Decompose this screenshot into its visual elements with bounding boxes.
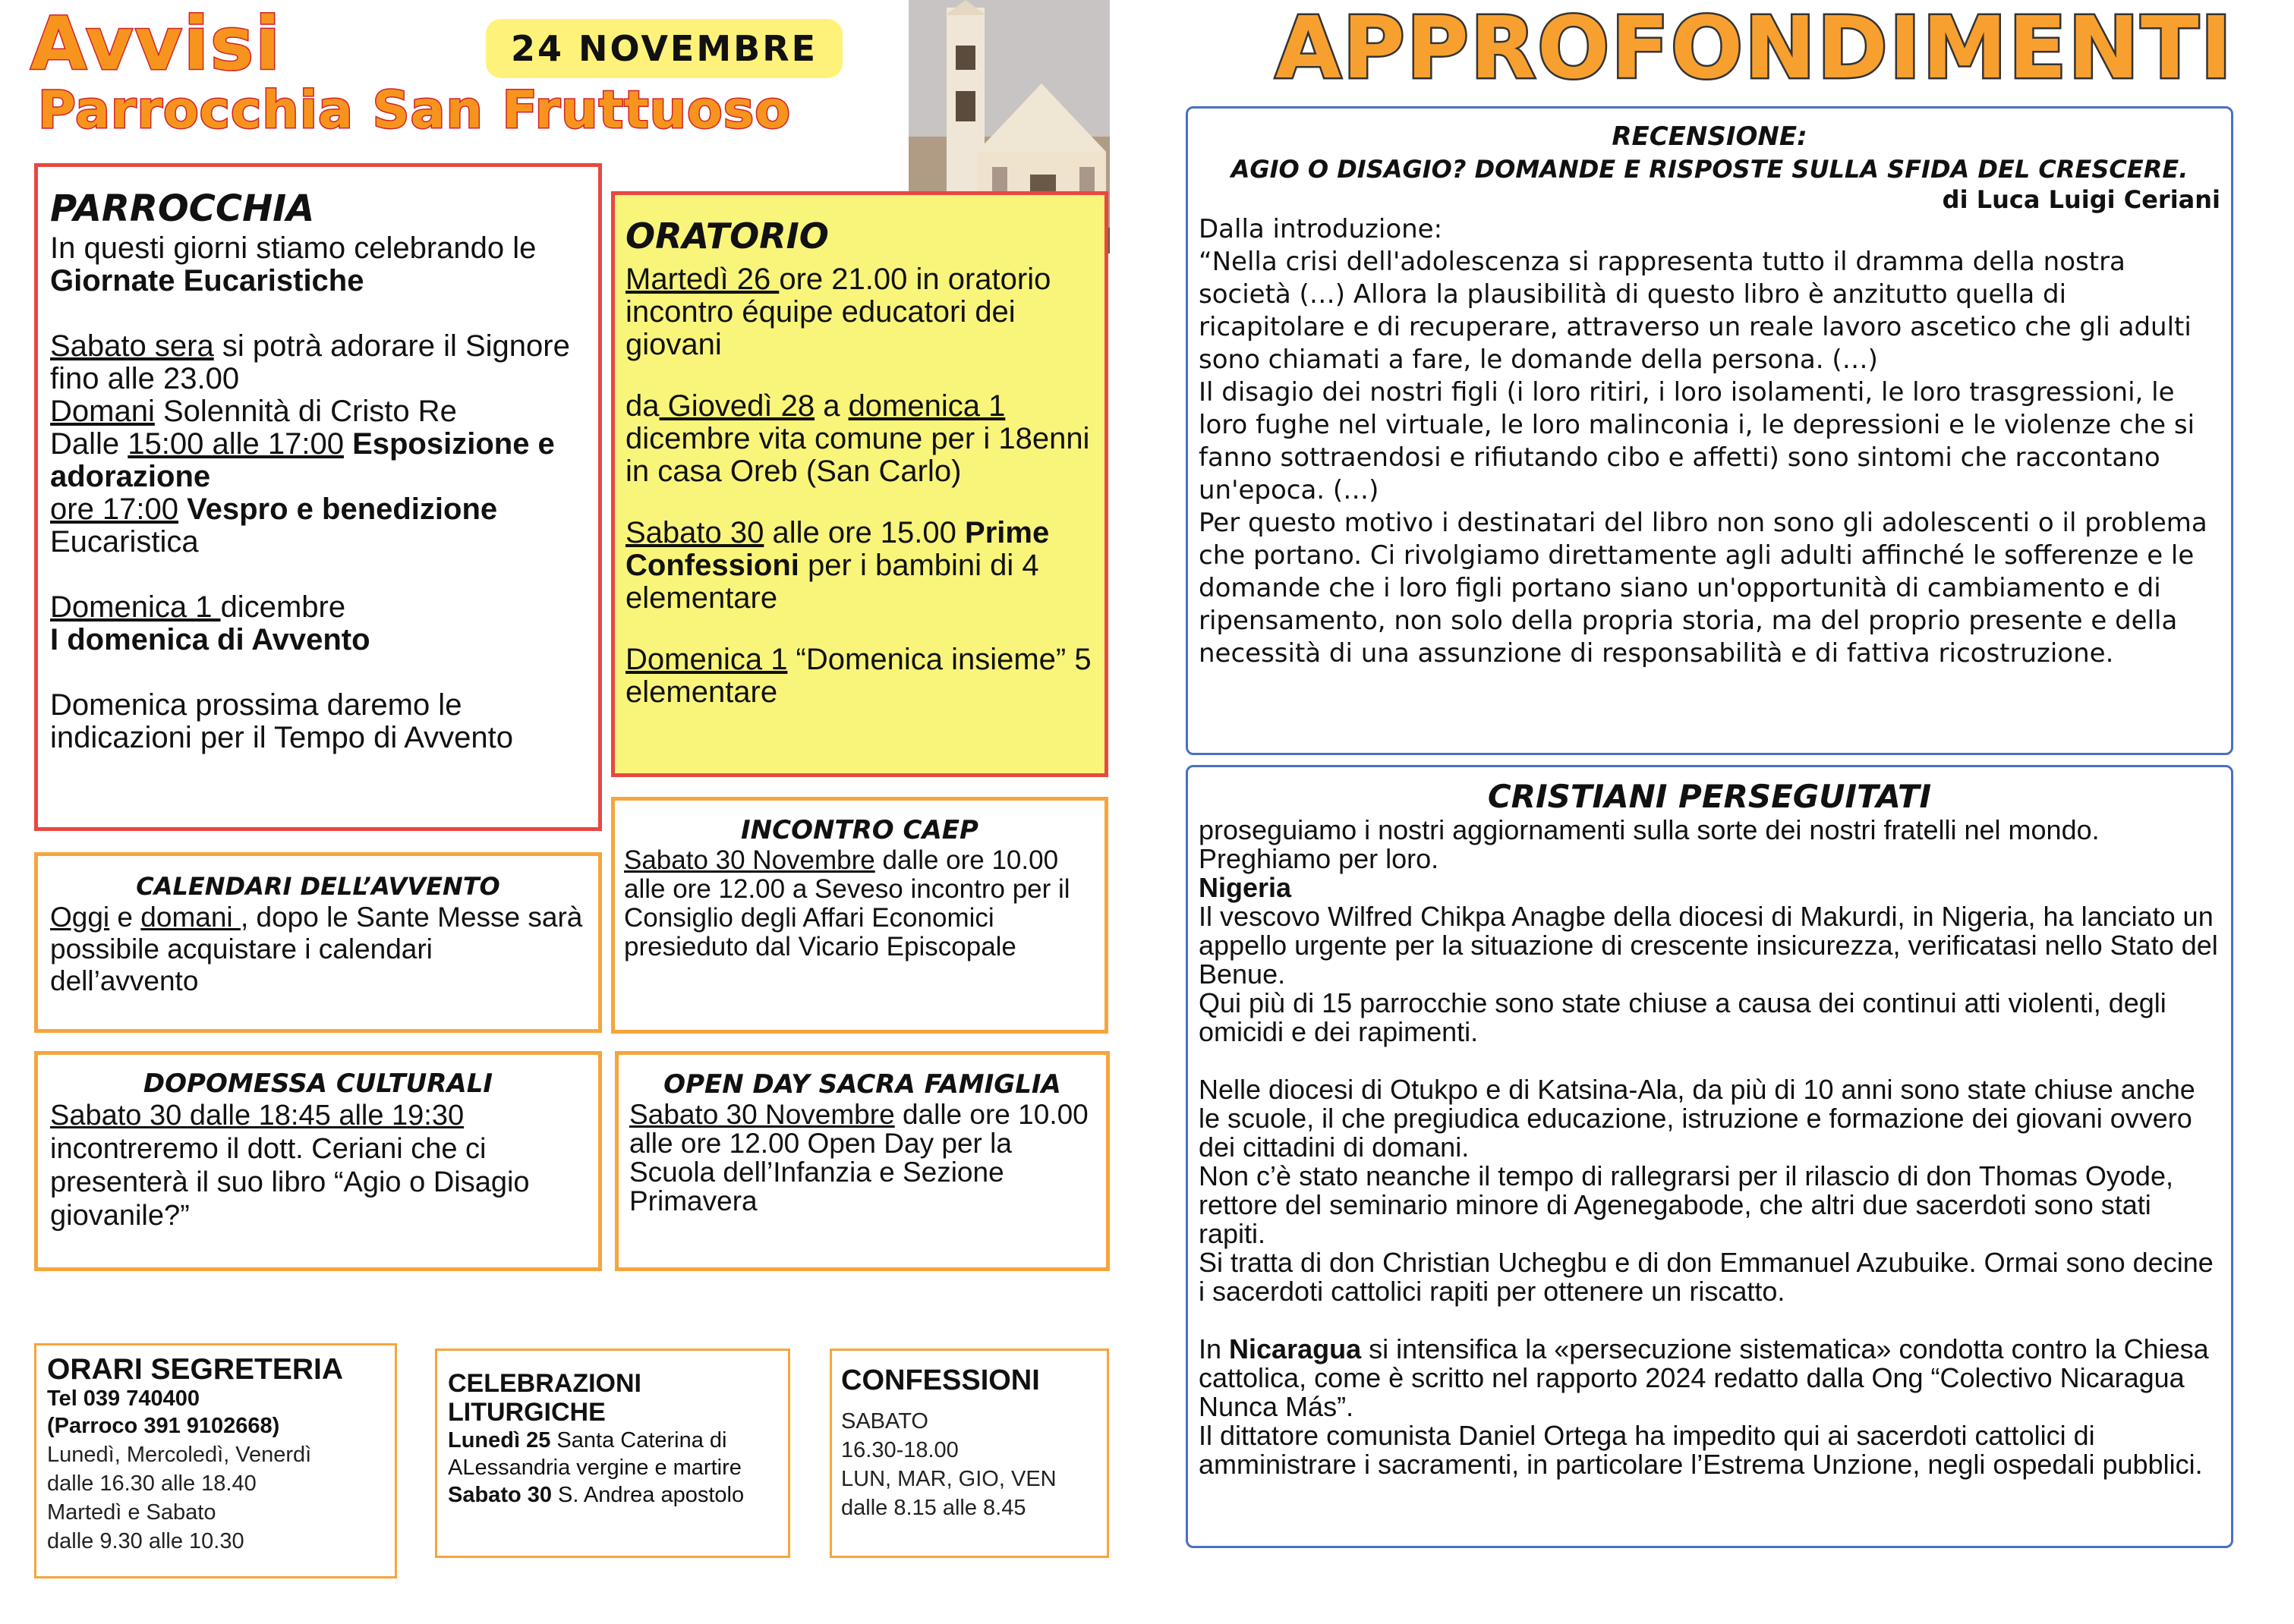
oratorio-p1: Martedì 26 ore 21.00 in oratorio incontro équipe educatori dei giovani	[625, 263, 1051, 361]
calendari-title: CALENDARI DELL’AVVENTO	[136, 872, 500, 901]
openday-text: Sabato 30 Novembre dalle ore 10.00 alle ore 12.00 Open Day per la Scuola dell’Infanzia e Sezione Primavera	[629, 1099, 1089, 1216]
caep-title: INCONTRO CAEP	[741, 815, 978, 845]
confessioni-title: CONFESSIONI	[841, 1364, 1040, 1396]
dopomessa-title: DOPOMESSA CULTURALI	[143, 1069, 493, 1099]
parrocchia-box	[34, 163, 602, 831]
celebrazioni-l2: Sabato 30 S. Andrea apostolo	[448, 1483, 745, 1507]
segreteria-box	[34, 1343, 397, 1578]
cristiani-p1: proseguiamo i nostri aggiornamenti sulla sorte dei nostri fratelli nel mondo. Preghiamo per loro.	[1199, 814, 2100, 874]
date-badge: 24 NOVEMBRE	[486, 19, 843, 78]
parrocchia-l4: Domani Solennità di Cristo Re	[50, 395, 457, 428]
caep-box	[611, 797, 1108, 1034]
segreteria-title: ORARI SEGRETERIA	[47, 1353, 344, 1386]
cristiani-p7: In Nicaragua si intensifica la «persecuzione sistematica» condotta contro la Chiesa cattolica, come è scritto nel rapporto 2024 redatto dalla Ong “Colectivo Nicaragua Nunca Más”.	[1199, 1333, 2209, 1422]
confessioni-box	[830, 1349, 1109, 1558]
cristiani-p4: Nelle diocesi di Otukpo e di Katsina-Ala, da più di 10 anni sono state chiuse anche le scuole, il che pregiudica educazione, istruzione e formazione dei giovani ovvero dei cittadini di domani.	[1199, 1074, 2195, 1163]
celebrazioni-l1: Lunedì 25 Santa Caterina di ALessandria vergine e martire	[448, 1428, 742, 1480]
parish-name: Parrocchia San Fruttuoso	[38, 80, 791, 140]
recensione-author: di Luca Luigi Ceriani	[1942, 185, 2220, 214]
cristiani-box	[1186, 765, 2233, 1548]
recensione-box	[1186, 106, 2233, 755]
oratorio-title: ORATORIO	[625, 216, 829, 257]
confessioni-l3: LUN, MAR, GIO, VEN	[841, 1467, 1057, 1491]
segreteria-parroco: (Parroco 391 9102668)	[47, 1414, 280, 1438]
confessioni-l2: 16.30-18.00	[841, 1438, 959, 1462]
oratorio-p4: Domenica 1 “Domenica insieme” 5 elementare	[625, 643, 1092, 709]
celebrazioni-title: CELEBRAZIONI LITURGICHE	[448, 1369, 641, 1427]
openday-box	[615, 1051, 1110, 1271]
parrocchia-l7: Domenica 1 dicembre	[50, 590, 346, 624]
recensione-body4: Per questo motivo i destinatari del libro non sono gli adolescenti o il problema che portano. Ci rivolgiamo direttamente agli adulti affinché le sofferenze e le domande che i loro figli portano siano un'opportunità di cambiamento e di ripensamento, non solo della propria storia, ma del proprio presente e della necessità di una assunzione di responsabilità e di fattiva ricostruzione.	[1199, 508, 2207, 669]
confessioni-l1: SABATO	[841, 1409, 928, 1434]
confessioni-l4: dalle 8.15 alle 8.45	[841, 1496, 1026, 1520]
oratorio-p2: da Giovedì 28 a domenica 1 dicembre vita comune per i 18enni in casa Oreb (San Carlo)	[625, 389, 1090, 488]
parrocchia-l6c: Eucaristica	[50, 525, 199, 559]
parrocchia-l6: ore 17:00 Vespro e benedizione	[50, 493, 498, 526]
dopomessa-text: Sabato 30 dalle 18:45 alle 19:30 incontreremo il dott. Ceriani che ci presenterà il suo libro “Agio o Disagio giovanile?”	[50, 1100, 530, 1232]
parrocchia-l9: Domenica prossima daremo le indicazioni per il Tempo di Avvento	[50, 688, 513, 754]
recensione-body3: Il disagio dei nostri figli (i loro ritiri, i loro isolamenti, le loro trasgressioni, le loro fughe nel virtuale, le loro malinconia i, le depressioni e le violenze che si fanno sottraendosi e rifiutando cibo e affetti) sono sintomi che raccontano un'epoca. (…)	[1199, 377, 2195, 505]
recensione-body2: “Nella crisi dell'adolescenza si rappresenta tutto il dramma della nostra società (…) Allora la plausibilità di questo libro è anzitutto quella di ricapitolare e di recuperare, attraverso un reale lavoro ascetico che gli adulti sono chiamati a fare, le domande della persona. (…)	[1199, 247, 2192, 375]
parrocchia-l3: Sabato sera si potrà adorare il Signore fino alle 23.00	[50, 329, 570, 395]
calendari-box	[34, 852, 602, 1033]
openday-title: OPEN DAY SACRA FAMIGLIA	[663, 1069, 1061, 1100]
cristiani-p8: Il dittatore comunista Daniel Ortega ha impedito qui ai sacerdoti cattolici di amministrare i sacramenti, in particolare l’Estrema Unzione, negli ospedali pubblici.	[1199, 1420, 2203, 1480]
parrocchia-l2: Giornate Eucaristiche	[50, 264, 364, 297]
parrocchia-l1: In questi giorni stiamo celebrando le	[50, 231, 537, 265]
cristiani-p2: Il vescovo Wilfred Chikpa Anagbe della diocesi di Makurdi, in Nigeria, ha lanciato un appello urgente per la situazione di crescente insicurezza, verificatasi nello Stato del Benue.	[1199, 901, 2218, 990]
segreteria-l1: Lunedì, Mercoledì, Venerdì	[47, 1443, 312, 1467]
recensione-title2: AGIO O DISAGIO? DOMANDE E RISPOSTE SULLA SFIDA DEL CRESCERE.	[1231, 155, 2188, 184]
segreteria-tel: Tel 039 740400	[47, 1386, 200, 1411]
segreteria-l3: Martedì e Sabato	[47, 1500, 216, 1525]
segreteria-l2: dalle 16.30 alle 18.40	[47, 1471, 257, 1496]
cristiani-p6: Si tratta di don Christian Uchegbu e di don Emmanuel Azubuike. Ormai sono decine i sacerdoti cattolici rapiti per ottenere un riscatto.	[1199, 1247, 2214, 1307]
recensione-body1: Dalla introduzione:	[1199, 214, 1443, 244]
cristiani-p5: Non c’è stato neanche il tempo di rallegrarsi per il rilascio di don Thomas Oyode, rettore del seminario minore di Agenegabode, che altri due sacerdoti sono stati rapiti.	[1199, 1160, 2173, 1249]
avvisi-title: Avvisi	[30, 2, 282, 87]
segreteria-l4: dalle 9.30 alle 10.30	[47, 1529, 244, 1553]
cristiani-nigeria: Nigeria	[1199, 872, 1292, 903]
oratorio-box	[611, 191, 1108, 777]
cristiani-title: CRISTIANI PERSEGUITATI	[1487, 778, 1932, 815]
dopomessa-box	[34, 1051, 602, 1271]
parrocchia-l5: Dalle 15:00 alle 17:00 Esposizione e adorazione	[50, 427, 555, 493]
cristiani-p3: Qui più di 15 parrocchie sono state chiuse a causa dei continui atti violenti, degli omicidi e dei rapimenti.	[1199, 987, 2166, 1047]
celebrazioni-box	[435, 1349, 790, 1558]
oratorio-p3: Sabato 30 alle ore 15.00 Prime Confessioni per i bambini di 4 elementare	[625, 516, 1050, 615]
parrocchia-l8: I domenica di Avvento	[50, 623, 370, 656]
approfondimenti-title: APPROFONDIMENTI	[1275, 0, 2234, 98]
parrocchia-title: PARROCCHIA	[50, 187, 315, 230]
caep-text: Sabato 30 Novembre dalle ore 10.00 alle ore 12.00 a Seveso incontro per il Consiglio degli Affari Economici presieduto dal Vicario Episcopale	[624, 845, 1070, 961]
recensione-title1: RECENSIONE:	[1612, 121, 1807, 152]
calendari-text: Oggi e domani , dopo le Sante Messe sarà possibile acquistare i calendari dell’avvento	[50, 902, 583, 996]
